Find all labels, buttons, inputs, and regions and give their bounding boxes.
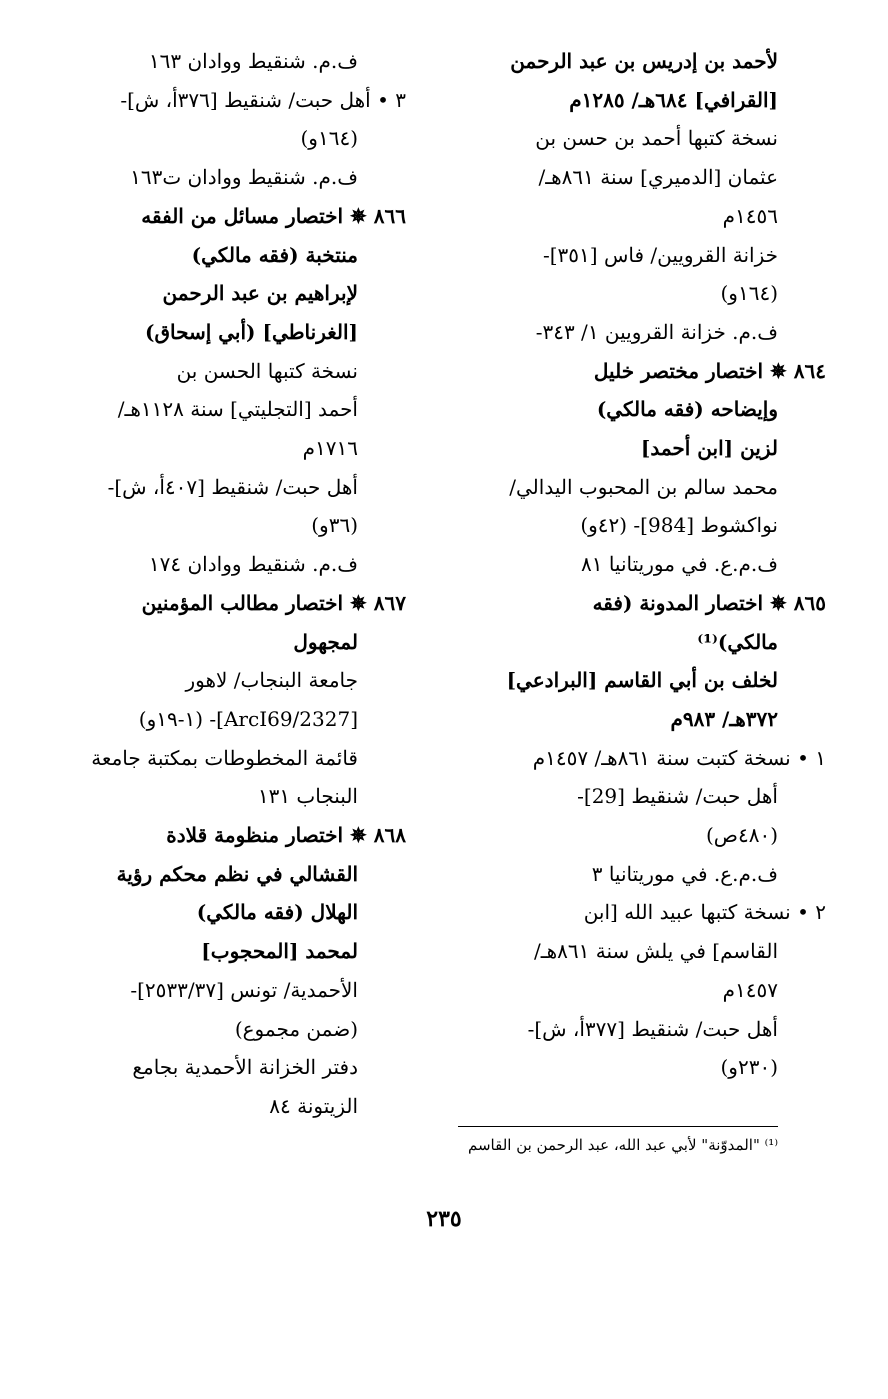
text-line: عثمان [الدميري] سنة ٨٦١هـ/ bbox=[538, 165, 778, 190]
text-line: ف.م.ع. في موريتانيا ٨١ bbox=[580, 552, 778, 577]
text-line: محمد سالم بن المحبوب اليدالي/ bbox=[509, 474, 778, 499]
text-line: لمجهول bbox=[293, 629, 358, 654]
text-line: ٨٦٨ ✵ اختصار منظومة قلادة bbox=[166, 823, 406, 848]
text-line: [الغرناطي] (أبي إسحاق) bbox=[145, 319, 358, 344]
text-line: ١٤٥٧م bbox=[722, 977, 778, 1002]
text-line: نواكشوط [984]- (٤٢و) bbox=[580, 513, 778, 538]
text-line: أحمد [التجليتي] سنة ١١٢٨هـ/ bbox=[117, 397, 358, 422]
text-line: لأحمد بن إدريس بن عبد الرحمن bbox=[510, 49, 778, 73]
text-line: [ArcI69/2327]- (١-١٩و) bbox=[138, 706, 358, 731]
text-line: (٤٨٠ص) bbox=[705, 823, 778, 848]
text-line: القشالي في نظم محكم رؤية bbox=[116, 861, 358, 886]
text-line: (٣٦و) bbox=[311, 513, 358, 538]
text-line: ف.م. شنقيط ووادان ت١٦٣ bbox=[130, 165, 358, 190]
text-line: لمحمد [المحجوب] bbox=[201, 939, 358, 964]
text-line: دفتر الخزانة الأحمدية بجامع bbox=[132, 1055, 358, 1080]
text-line: أهل حبت/ شنقيط [٣٧٧أ، ش]- bbox=[527, 1016, 778, 1041]
text-line: ٨٦٥ ✵ اختصار المدونة (فقه bbox=[592, 590, 826, 615]
text-line: (١٦٤و) bbox=[720, 281, 778, 306]
text-line: ٨٦٧ ✵ اختصار مطالب المؤمنين bbox=[141, 590, 406, 615]
footnote-rule bbox=[458, 1126, 778, 1127]
text-line: ف.م. خزانة القرويين ١/ ٣٤٣- bbox=[535, 319, 778, 344]
text-line: ٨٦٤ ✵ اختصار مختصر خليل bbox=[593, 358, 826, 383]
text-line: ٨٦٦ ✵ اختصار مسائل من الفقه bbox=[141, 203, 406, 228]
text-line: ف.م.ع. في موريتانيا ٣ bbox=[591, 861, 778, 886]
text-line: لخلف بن أبي القاسم [البرادعي] bbox=[506, 668, 778, 693]
text-line: (١٦٤و) bbox=[300, 126, 358, 151]
text-line: قائمة المخطوطات بمكتبة جامعة bbox=[91, 745, 358, 770]
right-column bbox=[448, 42, 826, 1087]
left-column bbox=[38, 42, 406, 1126]
text-line: الزيتونة ٨٤ bbox=[269, 1093, 358, 1118]
text-line: [القرافي] ٦٨٤هـ/ ١٢٨٥م bbox=[569, 87, 778, 112]
text-line: خزانة القرويين/ فاس [٣٥١]- bbox=[542, 242, 778, 267]
text-line: البنجاب ١٣١ bbox=[257, 784, 358, 809]
text-line: أهل حبت/ شنقيط [٤٠٧أ، ش]- bbox=[107, 474, 358, 499]
text-line: (ضمن مجموع) bbox=[234, 1016, 358, 1041]
text-line: نسخة كتبها أحمد بن حسن بن bbox=[535, 126, 778, 151]
text-line: وإيضاحه (فقه مالكي) bbox=[596, 397, 778, 422]
text-line: (٢٣٠و) bbox=[720, 1055, 778, 1080]
text-line: ف.م. شنقيط ووادان ١٧٤ bbox=[148, 552, 358, 577]
text-line: لزين [ابن أحمد] bbox=[640, 436, 778, 461]
text-line: لإبراهيم بن عبد الرحمن bbox=[162, 281, 358, 306]
page-number: ٢٣٥ bbox=[426, 1206, 462, 1232]
text-line: القاسم] في يلش سنة ٨٦١هـ/ bbox=[534, 939, 778, 964]
text-line: جامعة البنجاب/ لاهور bbox=[185, 668, 358, 693]
text-line: ١٤٥٦م bbox=[722, 203, 778, 228]
text-line: ف.م. شنقيط ووادان ١٦٣ bbox=[148, 49, 358, 73]
text-line: ١٧١٦م bbox=[302, 436, 358, 461]
text-line: ١ • نسخة كتبت سنة ٨٦١هـ/ ١٤٥٧م bbox=[532, 745, 826, 770]
text-line: أهل حبت/ شنقيط [29]- bbox=[577, 784, 778, 809]
text-line: ٣٧٢هـ/ ٩٨٣م bbox=[670, 706, 778, 731]
text-line: مالكي)⁽¹⁾ bbox=[697, 629, 778, 654]
footnote: ⁽¹⁾ "المدوّنة" لأبي عبد الله، عبد الرحمن بن القاسم bbox=[467, 1136, 778, 1154]
text-line: ٣ • أهل حبت/ شنقيط [٣٧٦أ، ش]- bbox=[120, 87, 406, 112]
text-line: نسخة كتبها الحسن بن bbox=[176, 358, 358, 383]
text-line: الهلال (فقه مالكي) bbox=[196, 900, 358, 925]
text-line: الأحمدية/ تونس [٢٥٣٣/٣٧]- bbox=[130, 977, 358, 1002]
text-line: ٢ • نسخة كتبها عبيد الله [ابن bbox=[583, 900, 826, 925]
text-line: منتخبة (فقه مالكي) bbox=[191, 242, 358, 267]
